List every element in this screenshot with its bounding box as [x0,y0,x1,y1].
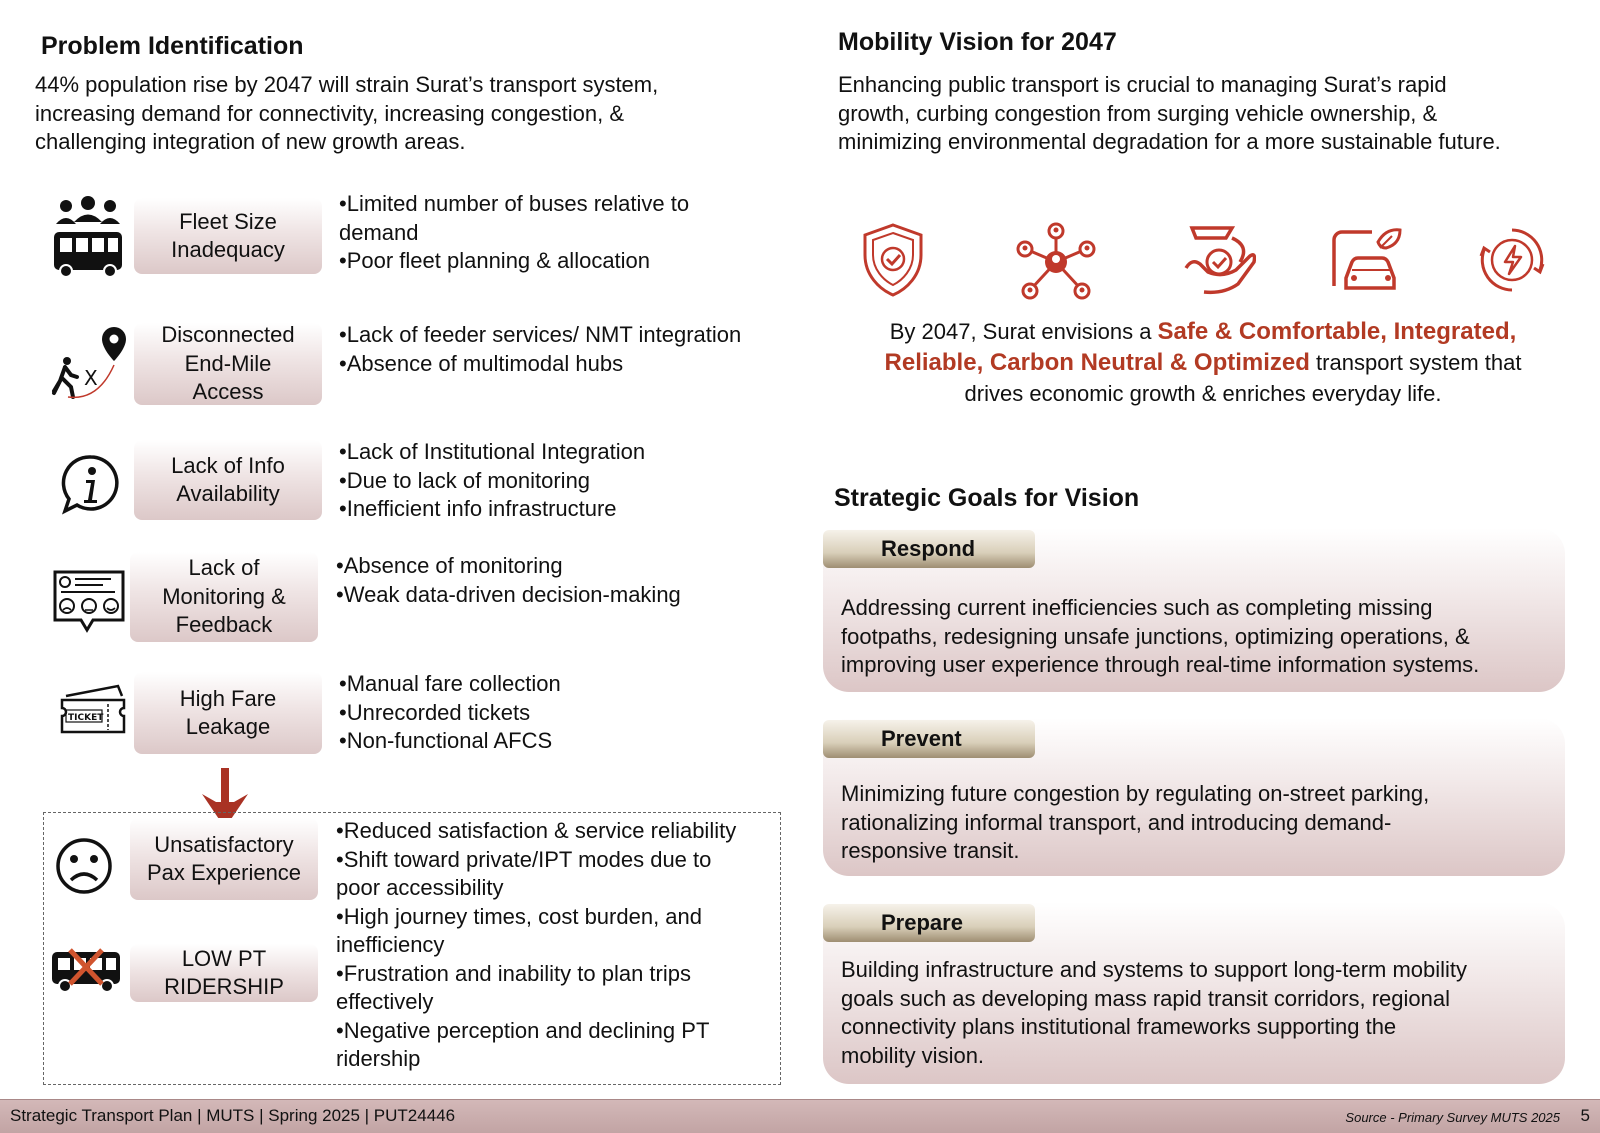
footer-bar [0,1099,1600,1133]
page-number: 5 [1580,1106,1590,1125]
outcome-label-ridership: LOW PT RIDERSHIP [130,944,318,1002]
outcome-bullets: •Reduced satisfaction & service reliability •Shift toward private/IPT modes due to poor accessibility •High journey times, cost burden, and inefficiency •Frustration and inability to plan trips effectively •Negative perception and declining PT ridership [336,818,737,1071]
problem-label-monitoring: Lack of Monitoring & Feedback [130,552,318,642]
goal-text-prepare: Building infrastructure and systems to support long-term mobility goals such as developing mass rapid transit corridors, regional connectivity plans institutional frameworks supporting the mobility vision. [841,957,1468,1068]
footer-title: Strategic Transport Plan | MUTS | Spring 2025 | PUT24446 [10,1106,456,1125]
problem-bullets-info: •Lack of Institutional Integration •Due to lack of monitoring •Inefficient info infrastructure [339,439,646,521]
goal-tab-prepare: Prepare [823,904,1035,942]
problem-label-info: Lack of Info Availability [134,440,322,520]
problem-intro: 44% population rise by 2047 will strain Surat’s transport system, increasing demand for connectivity, increasing congestion, & challenging integration of new growth areas. [35,72,659,154]
energy-cycle-icon [1476,224,1548,301]
network-people-icon [1016,222,1096,307]
vision-highlight-2: Reliable, Carbon Neutral & Optimized [884,349,1310,376]
crossed-bus-icon [50,948,122,999]
bus-crowd-icon [52,196,124,285]
problem-bullets-fare: •Manual fare collection •Unrecorded tickets •Non-functional AFCS [339,671,561,753]
ticket-icon [58,680,128,745]
problem-bullets-monitoring: •Absence of monitoring •Weak data-driven decision-making [336,553,681,607]
shield-check-icon [860,222,926,303]
vision-statement: By 2047, Surat envisions a Safe & Comfortable, Integrated, Reliable, Carbon Neutral & Optimized transport system that drives economic growth & enriches everyday life. [884,318,1522,406]
goals-title: Strategic Goals for Vision [834,484,1140,512]
problem-bullets-endmile: •Lack of feeder services/ NMT integration •Absence of multimodal hubs [339,322,742,376]
info-bubble-icon [60,453,122,520]
goal-tab-respond: Respond [823,530,1035,568]
problem-label-fare: High Fare Leakage [134,672,322,754]
problem-title: Problem Identification [41,32,304,60]
ticket-text: TICKET [68,713,104,723]
sad-face-icon [54,836,114,901]
goal-tab-prevent: Prevent [823,720,1035,758]
svg-text:X: X [84,366,98,390]
problem-bullets-fleet: •Limited number of buses relative to demand •Poor fleet planning & allocation [339,191,690,273]
outcome-label-experience: Unsatisfactory Pax Experience [130,818,318,900]
vision-title: Mobility Vision for 2047 [838,28,1117,56]
feedback-icon [51,568,127,639]
hand-heart-icon [1182,224,1256,303]
goal-text-prevent: Minimizing future congestion by regulating on-street parking, rationalizing informal transport, and introducing demand- responsive transit. [841,781,1430,863]
eco-vehicle-icon [1330,226,1404,301]
vision-intro: Enhancing public transport is crucial to managing Surat’s rapid growth, curbing congestion from surging vehicle ownership, & minimizing environmental degradation for a more sustainable future. [838,72,1501,154]
footer-source: Source - Primary Survey MUTS 2025 [1345,1110,1560,1125]
walking-location-icon [50,325,136,410]
problem-label-endmile: Disconnected End-Mile Access [134,323,322,405]
problem-label-fleet: Fleet Size Inadequacy [134,198,322,274]
vision-highlight-1: Safe & Comfortable, Integrated, [1157,318,1517,345]
goal-text-respond: Addressing current inefficiencies such as completing missing footpaths, redesigning unsafe junctions, optimizing operations, & improving user experience through real-time information systems. [841,595,1480,677]
